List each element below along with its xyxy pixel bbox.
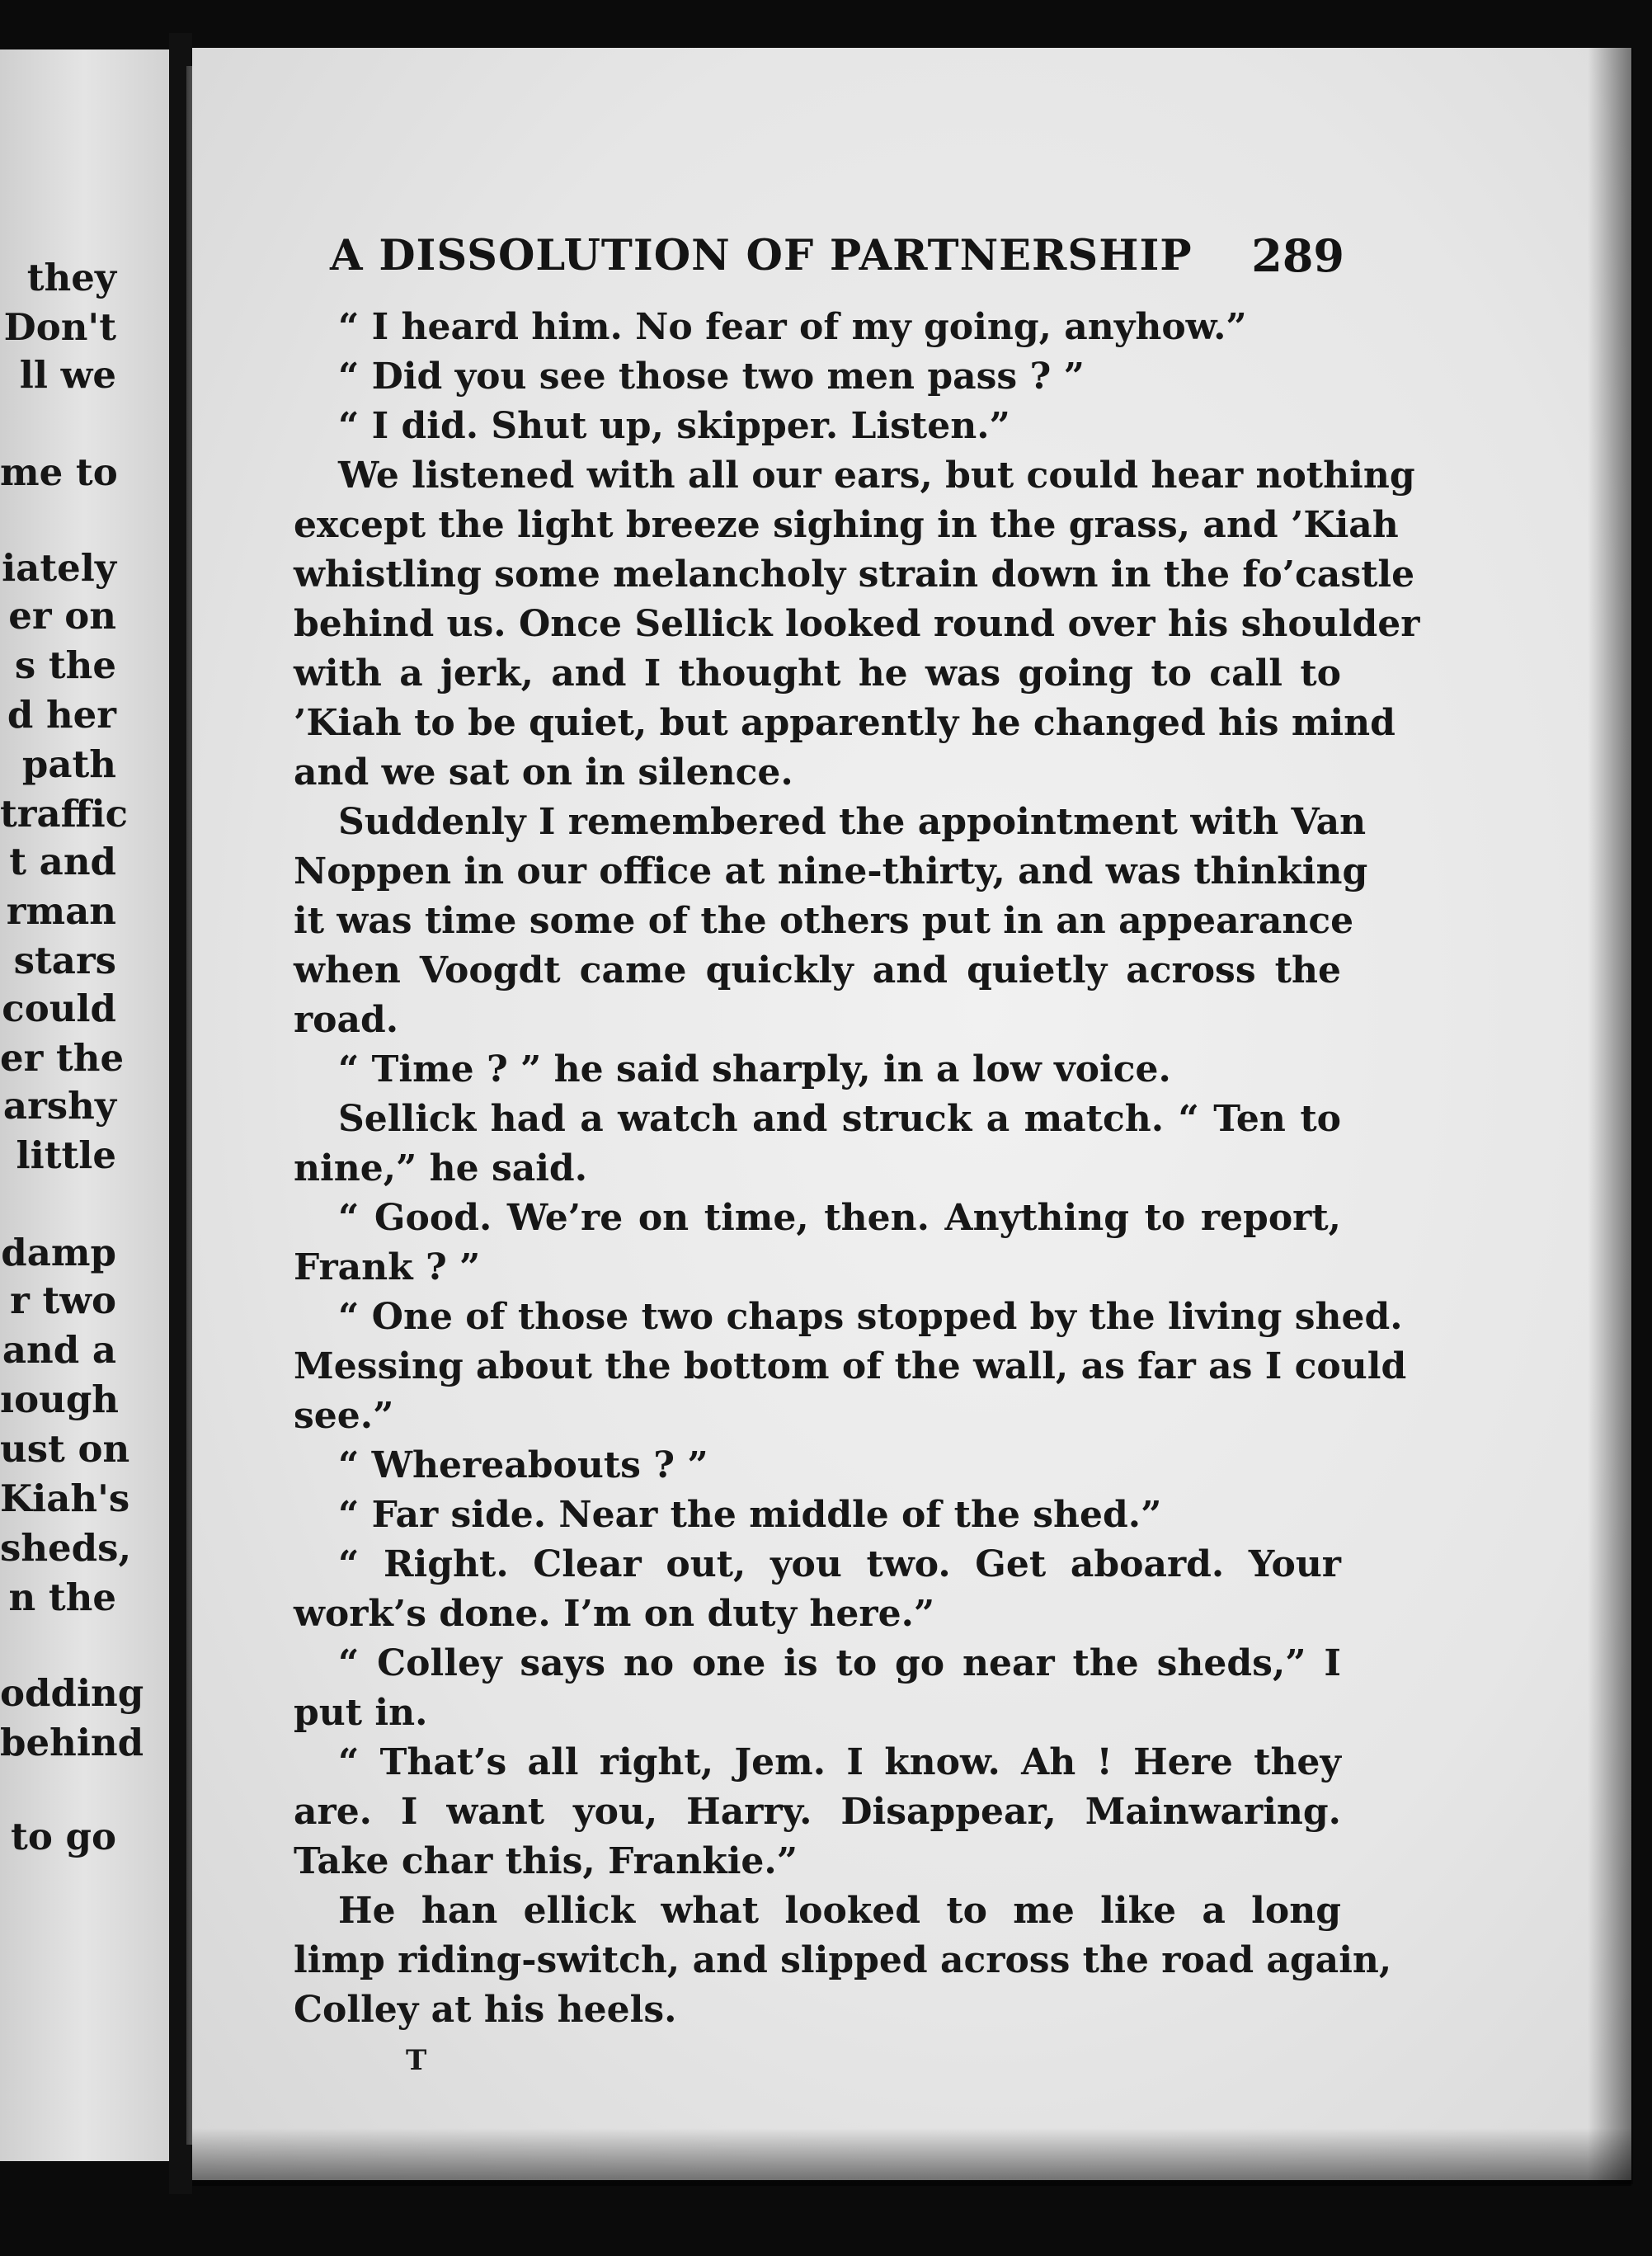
text-line: “ That’s all right, Jem. I know. Ah ! Here they <box>338 1741 1341 1783</box>
text-line: “ Right. Clear out, you two. Get aboard. Your <box>338 1543 1341 1585</box>
text-line: Colley at his heels. <box>294 1989 677 2031</box>
text-line: “ Good. We’re on time, then. Anything to report, <box>338 1197 1341 1239</box>
facing-page-fragment: ll we <box>19 353 116 397</box>
signature-mark: T <box>406 2044 427 2077</box>
facing-page-fragment: er on <box>8 594 116 638</box>
text-line: “ Time ? ” he said sharply, in a low voice. <box>338 1048 1171 1090</box>
text-line: He han ellick what looked to me like a long <box>338 1890 1341 1932</box>
facing-page-fragment: r two <box>10 1279 116 1322</box>
facing-page-fragment: rman <box>6 889 116 933</box>
text-line: “ Whereabouts ? ” <box>338 1444 708 1486</box>
text-line: are. I want you, Harry. Disappear, Mainwaring. <box>294 1791 1341 1833</box>
facing-page-edge <box>0 49 169 2161</box>
text-line: behind us. Once Sellick looked round over his shoulder <box>294 603 1420 645</box>
text-line: road. <box>294 999 399 1041</box>
text-line: when Voogdt came quickly and quietly across the <box>294 949 1341 991</box>
text-line: whistling some melancholy strain down in the fo’castle <box>294 553 1415 596</box>
facing-page-fragment: they <box>26 256 116 299</box>
facing-page-fragment: path <box>21 742 116 786</box>
facing-page-fragment: t and <box>9 840 116 883</box>
text-line: it was time some of the others put in an appearance <box>294 900 1354 942</box>
text-line: see.” <box>294 1395 394 1437</box>
facing-page-fragment: arshy <box>2 1084 116 1128</box>
facing-page-fragment: odding <box>0 1671 144 1715</box>
text-line: Messing about the bottom of the wall, as far as I could <box>294 1345 1407 1387</box>
facing-page-fragment: little <box>16 1133 116 1177</box>
text-line: Suddenly I remembered the appointment with Van <box>338 801 1367 843</box>
text-line: work’s done. I’m on duty here.” <box>294 1593 935 1635</box>
page-shadow <box>1588 48 1633 2184</box>
facing-page-fragment: ıough <box>0 1378 120 1421</box>
text-line: Take char this, Frankie.” <box>294 1840 798 1882</box>
facing-page-fragment: stars <box>13 939 116 982</box>
facing-page-fragment: n the <box>8 1575 116 1619</box>
facing-page-fragment: traffic <box>0 792 129 836</box>
facing-page-fragment: me to <box>0 450 118 494</box>
text-line: limp riding-switch, and slipped across the road again, <box>294 1939 1392 1981</box>
facing-page-fragment: er the <box>0 1036 125 1080</box>
facing-page-fragment: ust on <box>0 1427 130 1471</box>
facing-page-fragment: iately <box>2 546 116 590</box>
facing-page-fragment: d her <box>7 693 116 737</box>
running-head <box>330 231 1344 289</box>
text-line: Noppen in our office at nine-thirty, and was thinking <box>294 850 1368 893</box>
text-line: put in. <box>294 1692 428 1734</box>
facing-page-fragment: could <box>2 987 116 1030</box>
text-line: ’Kiah to be quiet, but apparently he changed his mind <box>294 702 1395 744</box>
text-line: Sellick had a watch and struck a match. “ Ten to <box>338 1098 1341 1140</box>
text-line: nine,” he said. <box>294 1147 588 1189</box>
text-line: “ Colley says no one is to go near the sheds,” I <box>338 1642 1341 1684</box>
facing-page-fragment: behind <box>0 1721 144 1764</box>
running-title: A DISSOLUTION OF PARTNERSHIP <box>330 231 1193 280</box>
text-line: Frank ? ” <box>294 1246 481 1288</box>
text-line: “ I heard him. No fear of my going, anyhow.” <box>338 306 1247 348</box>
page-shadow <box>192 2128 1631 2186</box>
text-line: “ Did you see those two men pass ? ” <box>338 356 1085 398</box>
text-line: “ One of those two chaps stopped by the living shed. <box>338 1296 1403 1338</box>
facing-page-fragment: Don't <box>3 305 116 349</box>
text-line: “ I did. Shut up, skipper. Listen.” <box>338 405 1010 447</box>
facing-page-fragment: damp <box>1 1231 116 1274</box>
text-line: We listened with all our ears, but could hear nothing <box>338 454 1415 497</box>
text-line: except the light breeze sighing in the grass, and ’Kiah <box>294 504 1399 546</box>
text-line: with a jerk, and I thought he was going to call to <box>294 652 1341 695</box>
facing-page-fragment: Kiah's <box>0 1477 130 1520</box>
facing-page-fragment: sheds, <box>0 1526 132 1570</box>
text-line: “ Far side. Near the middle of the shed.” <box>338 1494 1162 1536</box>
facing-page-fragment: to go <box>11 1815 116 1858</box>
text-line: and we sat on in silence. <box>294 751 793 794</box>
facing-page-fragment: s the <box>14 643 116 687</box>
page-number: 289 <box>1251 229 1344 282</box>
facing-page-fragment: and a <box>2 1328 116 1372</box>
